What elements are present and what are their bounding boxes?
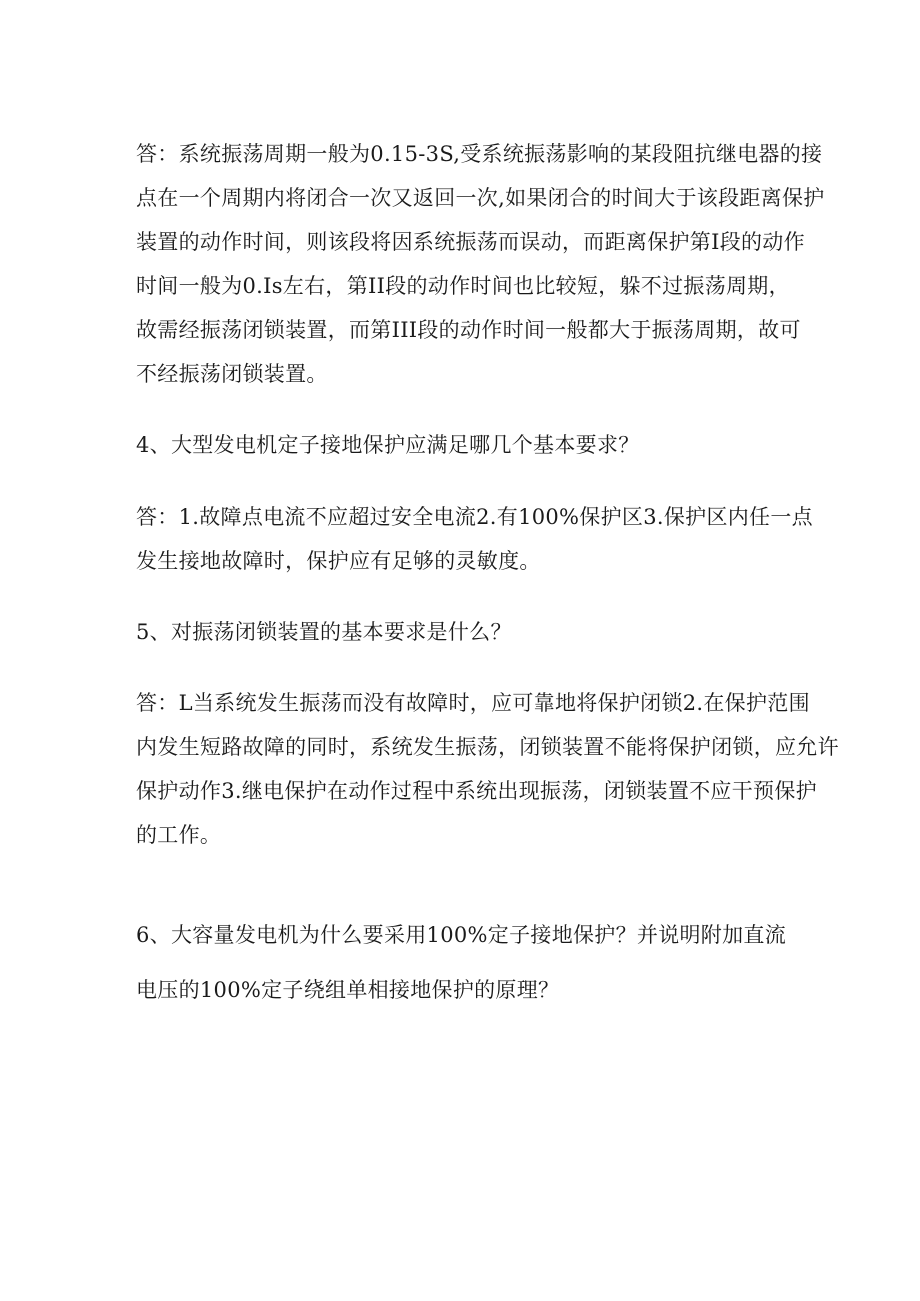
answer4-line-2: 发生接地故障时，保护应有足够的灵敏度。 <box>136 549 541 573</box>
answer5-line-2: 内发生短路故障的同时，系统发生振荡，闭锁装置不能将保护闭锁，应允许 <box>136 735 839 759</box>
answer3-line-1: 答：系统振荡周期一般为0.15-3S,受系统振荡影响的某段阻抗继电器的接 <box>136 142 823 166</box>
answer4-line-1: 答：1.故障点电流不应超过安全电流2.有100%保护区3.保护区内任一点 <box>136 505 813 529</box>
question6-line-2: 电压的100%定子绕组单相接地保护的原理？ <box>136 978 560 1002</box>
answer5-line-3: 保护动作3.继电保护在动作过程中系统出现振荡，闭锁装置不应干预保护 <box>136 779 817 803</box>
answer3-line-5: 故需经振荡闭锁装置，而第III段的动作时间一般都大于振荡周期，故可 <box>136 318 801 342</box>
answer3-line-2: 点在一个周期内将闭合一次又返回一次,如果闭合的时间大于该段距离保护 <box>136 186 825 210</box>
answer3-line-6: 不经振荡闭锁装置。 <box>136 362 328 386</box>
answer5-line-4: 的工作。 <box>136 823 222 847</box>
answer3-line-4: 时间一般为0.Is左右，第II段的动作时间也比较短，躲不过振荡周期， <box>136 274 790 298</box>
answer3-line-3: 装置的动作时间，则该段将因系统振荡而误动，而距离保护第I段的动作 <box>136 230 805 254</box>
answer5-line-1: 答：L当系统发生振荡而没有故障时，应可靠地将保护闭锁2.在保护范围 <box>136 691 810 715</box>
question4-heading: 4、大型发电机定子接地保护应满足哪几个基本要求？ <box>136 433 640 457</box>
question5-heading: 5、对振荡闭锁装置的基本要求是什么？ <box>136 620 512 644</box>
question6-line-1: 6、大容量发电机为什么要采用100%定子接地保护？并说明附加直流 <box>136 923 786 947</box>
